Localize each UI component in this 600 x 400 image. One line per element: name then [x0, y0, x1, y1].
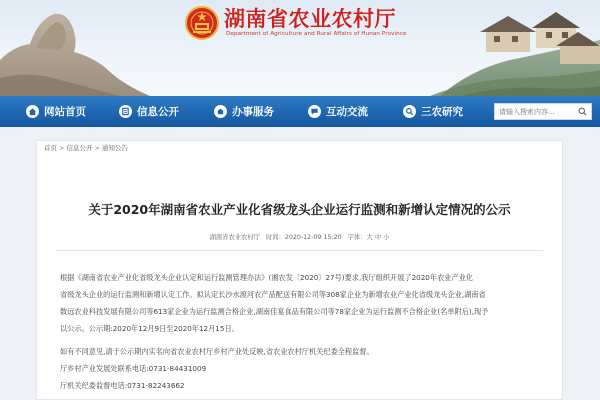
site-banner [0, 0, 600, 96]
article-paragraph: 省级龙头企业的运行监测和新增认定工作。拟认定长沙水渡河农产品配送有限公司等308家企业为新增农业产业化省级龙头企业,湖南省 [60, 290, 486, 299]
nav-item-label: 办事服务 [232, 106, 274, 118]
site-subtitle: Department of Agriculture and Rural Affairs of Hunan Province [226, 31, 407, 37]
article-title: 关于2020年湖南省农业产业化省级龙头企业运行监测和新增认定情况的公示 [88, 202, 511, 217]
article-divider [56, 250, 543, 251]
breadcrumb-separator: > [59, 143, 65, 152]
article-time: 时间：2020-12-09 15:20 [265, 234, 342, 241]
font-size-small[interactable]: 小 [383, 234, 390, 241]
chat-icon [308, 105, 321, 118]
breadcrumb-separator: > [94, 143, 100, 152]
font-size-medium[interactable]: 中 [374, 234, 382, 241]
article-source: 湖南省农业农村厅 [209, 234, 260, 241]
nav-item-label: 网站首页 [44, 106, 86, 118]
breadcrumb [36, 140, 128, 155]
nav-item-label: 互动交流 [326, 106, 368, 118]
research-icon [403, 105, 416, 118]
nav-item-interaction[interactable] [308, 96, 368, 127]
search-input[interactable] [495, 104, 575, 119]
search-icon[interactable] [575, 104, 589, 119]
search-box [494, 103, 592, 120]
nav-item-research[interactable] [403, 96, 463, 127]
nav-item-label: 三农研究 [421, 106, 463, 118]
breadcrumb-home[interactable]: 首页 [44, 144, 57, 152]
service-icon [214, 105, 227, 118]
nav-item-label: 信息公开 [137, 106, 179, 118]
site-title: 湖南省农业农村厅 [224, 6, 396, 31]
national-emblem-logo [184, 4, 220, 42]
article-meta [36, 232, 563, 241]
info-icon [119, 105, 132, 118]
breadcrumb-info[interactable]: 信息公开 [66, 144, 93, 152]
breadcrumb-notice[interactable]: 通知公告 [101, 144, 128, 152]
nav-item-home[interactable] [26, 96, 86, 127]
nav-item-info[interactable] [119, 96, 179, 127]
article-paragraph: 根据《湖南省农业产业化省级龙头企业认定和运行监测管理办法》(湘农发〔2020〕27号)要求,我厅组织开展了2020年农业产业化 [60, 273, 474, 282]
article-paragraph: 数远农业科技发展有限公司等613家企业为运行监测合格企业,湖南佳宴食品有限公司等78家企业为运行监测不合格企业(名单附后),现予 [60, 307, 489, 316]
article-paragraph: 如有不同意见,请于公示期内实名向省农业农村厅乡村产业处反映,省农业农村厅机关纪委全程监督。 [60, 347, 374, 356]
font-size-large[interactable]: 大 [366, 234, 373, 241]
nav-item-service[interactable] [214, 96, 274, 127]
font-size-label: 字体： [347, 234, 367, 241]
article-paragraph: 以公示。公示期:2020年12月9日至2020年12月15日。 [60, 324, 239, 333]
article-paragraph: 厅乡村产业发展处联系电话:0731-84431009 [60, 364, 207, 373]
article-paragraph: 厅机关纪委监督电话:0731-82243662 [60, 381, 185, 390]
home-icon [26, 105, 39, 118]
